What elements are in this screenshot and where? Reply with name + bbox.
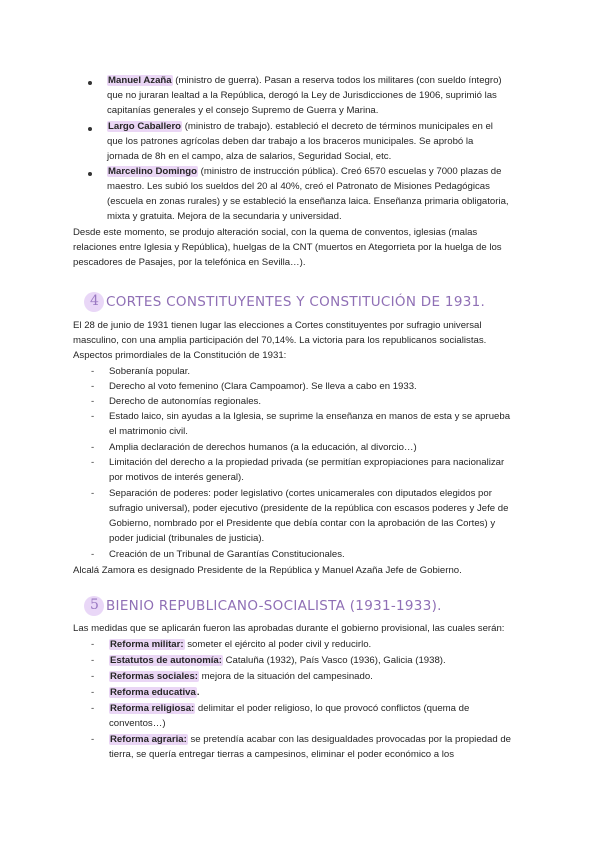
- bullet-dot: [88, 172, 92, 176]
- list-item: Limitación del derecho a la propiedad privada (se permitían expropiaciones para nacionalizar: [109, 457, 505, 468]
- list-item: Creación de un Tribunal de Garantías Constitucionales.: [109, 549, 345, 560]
- list-dash: -: [91, 366, 95, 377]
- list-item: Derecho de autonomías regionales.: [109, 396, 261, 407]
- list-dash: -: [91, 687, 95, 698]
- list-item: Amplia declaración de derechos humanos (a la educación, al divorcio…): [109, 442, 417, 453]
- highlight-label: Reforma agraria:: [110, 734, 187, 745]
- list-dash: -: [91, 655, 95, 666]
- list-item: Estado laico, sin ayudas a la Iglesia, se suprime la enseñanza en manos de esta y se aprueba: [109, 411, 511, 422]
- list-dash: -: [91, 396, 95, 407]
- highlight-name: Largo Caballero: [108, 121, 182, 132]
- bullet-cont: que los patrones agrícolas deben dar trabajo a los braceros municipales. Se aprobó la: [107, 136, 474, 147]
- bullet-cont: que no juraran lealtad a la República, derogó la Ley de Jurisdicciones de 1906, suprimió las: [107, 90, 497, 101]
- highlight-label: Reformas sociales:: [110, 671, 198, 682]
- paragraph-line: Alcalá Zamora es designado Presidente de la República y Manuel Azaña Jefe de Gobierno.: [73, 565, 462, 576]
- list-dash: -: [91, 442, 95, 453]
- list-dash: -: [91, 639, 95, 650]
- list-item: Soberanía popular.: [109, 366, 191, 377]
- bullet-dot: [88, 127, 92, 131]
- list-item: Estatutos de autonomía: Cataluña (1932), País Vasco (1936), Galicia (1938).: [110, 655, 446, 666]
- list-item: Separación de poderes: poder legislativo (cortes unicamerales con diputados elegidos por: [109, 488, 492, 499]
- list-item-cont: Gobierno, nombrado por el Presidente que debía contar con la aprobación de las Cortes) y: [109, 518, 496, 529]
- paragraph-line: masculino, con una amplia participación del 70,14%. La victoria para los republicanos socialistas.: [73, 335, 487, 346]
- list-dash: -: [91, 734, 95, 745]
- section-title: BIENIO REPUBLICANO-SOCIALISTA (1931-1933).: [106, 598, 442, 614]
- bullet-cont: (escuela en zonas rurales) y se estableció la enseñanza laica. Enseñanza primaria obligatoria,: [107, 196, 509, 207]
- highlight-name: Manuel Azaña: [108, 75, 172, 86]
- highlight-label: Reforma religiosa:: [110, 703, 195, 714]
- paragraph-line: Aspectos primordiales de la Constitución de 1931:: [73, 350, 287, 361]
- list-item-cont: por motivos de interés general).: [109, 472, 244, 483]
- bullet-cont: maestro. Les subió los sueldos del 20 al 40%, creó el Patronato de Misiones Pedagógicas: [107, 181, 490, 192]
- list-item-cont: el matrimonio civil.: [109, 426, 188, 437]
- section-number: 5: [90, 597, 99, 613]
- list-item: Reformas sociales: mejora de la situación del campesinado.: [110, 671, 373, 682]
- list-dash: -: [91, 671, 95, 682]
- highlight-label: Estatutos de autonomía:: [110, 655, 222, 666]
- list-item-cont: sufragio universal), poder ejecutivo (presidente de la república con escasos poderes y Jefe de: [109, 503, 509, 514]
- list-item: Reforma agraria: se pretendía acabar con las desigualdades provocadas por la propiedad de: [110, 734, 511, 745]
- list-dash: -: [91, 703, 95, 714]
- list-dash: -: [91, 381, 95, 392]
- bullet-cont: mixta y gratuita. Mejora de la secundaria y universidad.: [107, 211, 342, 222]
- paragraph-line: pescadores de Pasajes, por la telefónica en Sevilla…).: [73, 257, 306, 268]
- list-item-cont: tierra, se quería entregar tierras a campesinos, eliminar el poder económico a los: [109, 749, 455, 760]
- highlight-label: Reforma educativa: [110, 687, 196, 698]
- bullet-cont: jornada de 8h en el campo, alza de salarios, Seguridad Social, etc.: [107, 151, 392, 162]
- list-item: Reforma educativa.: [110, 687, 200, 698]
- bullet-line: Marcelino Domingo (ministro de instrucción pública). Creó 6570 escuelas y 7000 plazas de: [108, 166, 502, 177]
- highlight-name: Marcelino Domingo: [108, 166, 198, 177]
- list-item: Reforma religiosa: delimitar el poder religioso, lo que provocó conflictos (quema de: [110, 703, 470, 714]
- list-dash: -: [91, 411, 95, 422]
- list-item-cont: poder judicial (tribunales de justicia).: [109, 533, 265, 544]
- section-title: CORTES CONSTITUYENTES Y CONSTITUCIÓN DE 1931.: [106, 294, 486, 310]
- bullet-line: Largo Caballero (ministro de trabajo). estableció el decreto de términos municipales en el: [108, 121, 493, 132]
- paragraph-line: El 28 de junio de 1931 tienen lugar las elecciones a Cortes constituyentes por sufragio universal: [73, 320, 482, 331]
- list-item-cont: conventos…): [109, 718, 166, 729]
- paragraph-line: relaciones entre Iglesia y República), huelgas de la CNT (muertos en Ategorrieta por la huelga de los: [73, 242, 502, 253]
- highlight-label: Reforma militar:: [110, 639, 184, 650]
- bullet-cont: capitanías generales y el consejo Supremo de Guerra y Marina.: [107, 105, 379, 116]
- list-dash: -: [91, 457, 95, 468]
- list-item: Derecho al voto femenino (Clara Campoamor). Se lleva a cabo en 1933.: [109, 381, 417, 392]
- bullet-line: Manuel Azaña (ministro de guerra). Pasan a reserva todos los militares (con sueldo íntegro): [108, 75, 502, 86]
- paragraph-line: Desde este momento, se produjo alteración social, con la quema de conventos, iglesias (malas: [73, 227, 478, 238]
- section-number: 4: [90, 293, 99, 309]
- paragraph-line: Las medidas que se aplicarán fueron las aprobadas durante el gobierno provisional, las cuales serán:: [73, 623, 505, 634]
- list-dash: -: [91, 549, 95, 560]
- list-item: Reforma militar: someter el ejército al poder civil y reducirlo.: [110, 639, 372, 650]
- bullet-dot: [88, 81, 92, 85]
- list-dash: -: [91, 488, 95, 499]
